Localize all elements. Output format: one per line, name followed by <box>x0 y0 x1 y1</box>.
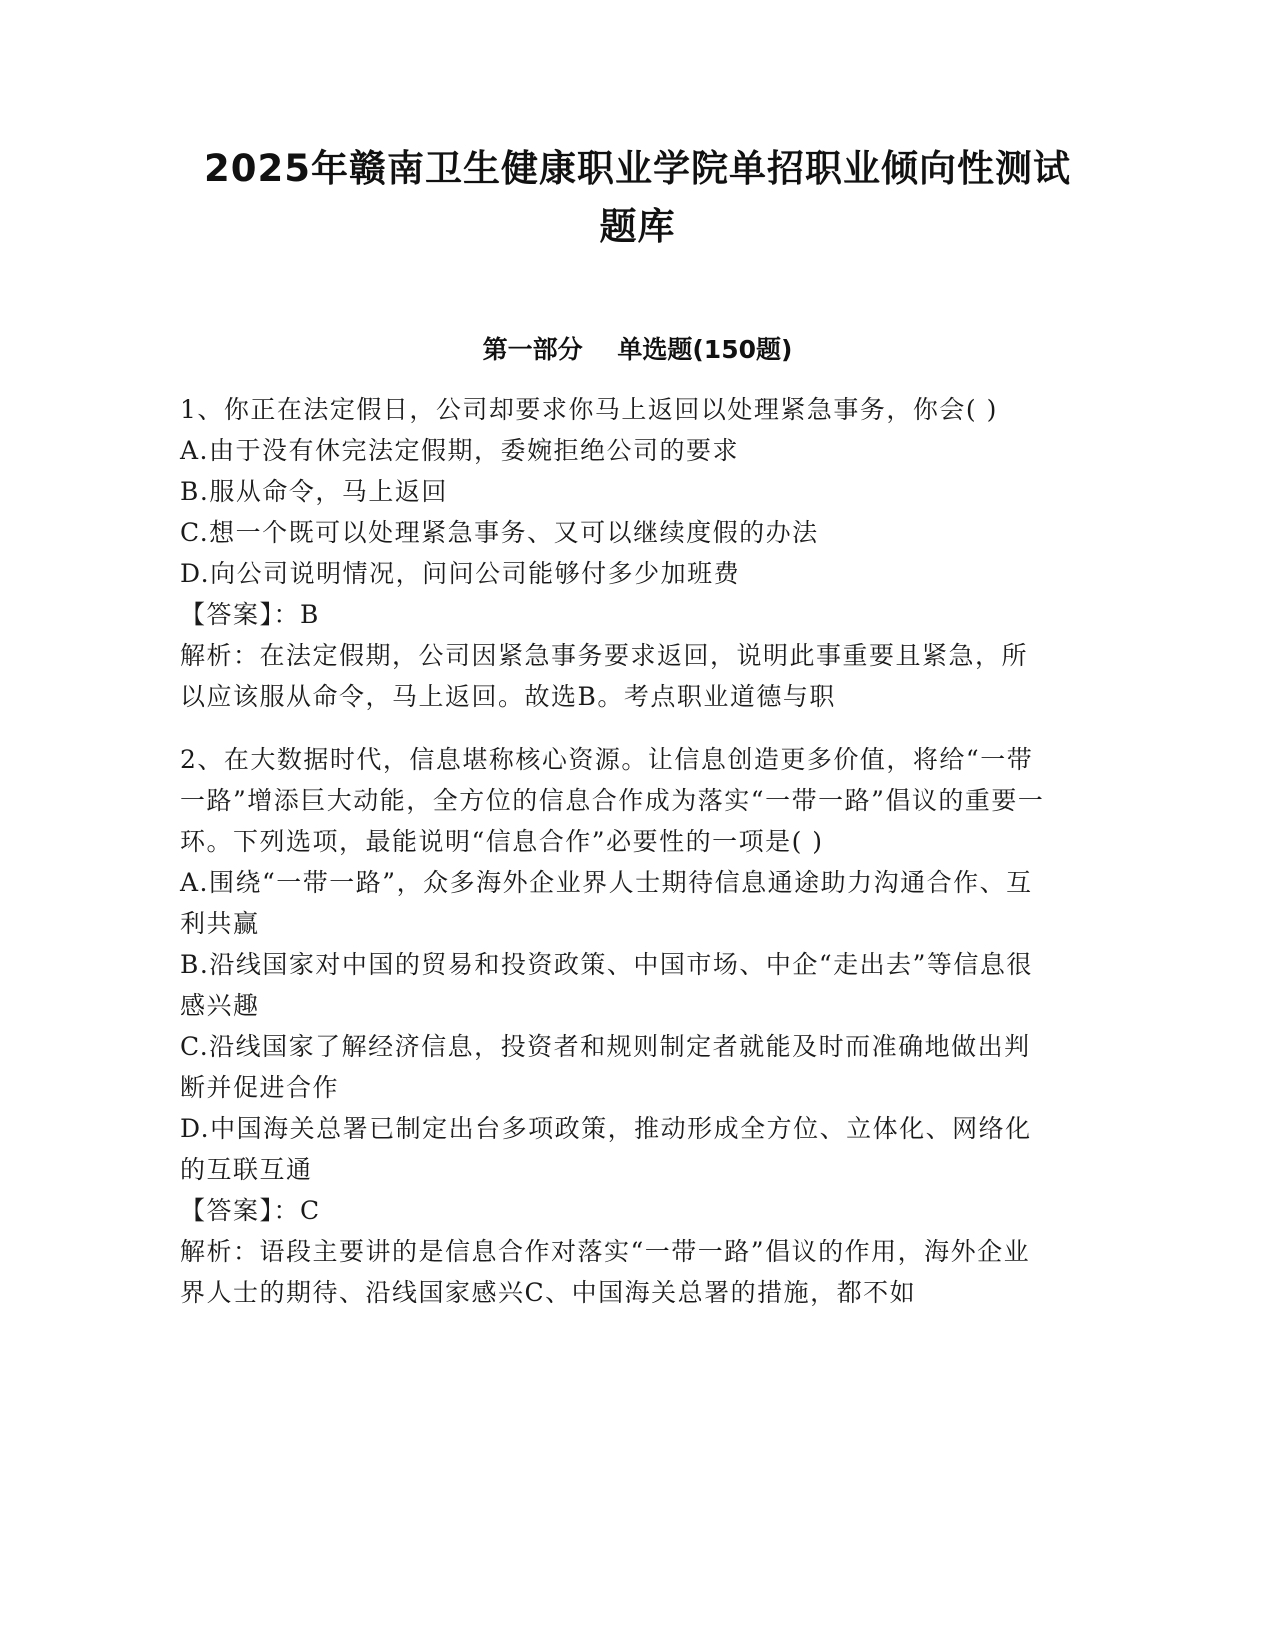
analysis: 解析：在法定假期，公司因紧急事务要求返回，说明此事重要且紧急，所以应该服从命令，马上返回。故选B。考点职业道德与职 <box>180 641 1029 711</box>
document-title: 2025年赣南卫生健康职业学院单招职业倾向性测试题库 <box>204 147 1071 248</box>
answer: 【答案】：B <box>180 600 320 629</box>
option-d: D.向公司说明情况，问问公司能够付多少加班费 <box>180 559 741 588</box>
question-list <box>180 389 1050 1335</box>
option-b: B.沿线国家对中国的贸易和投资政策、中国市场、中企“走出去”等信息很感兴趣 <box>180 950 1033 1020</box>
question-2 <box>180 739 1050 1313</box>
question-1 <box>180 389 1050 717</box>
option-c: C.想一个既可以处理紧急事务、又可以继续度假的办法 <box>180 518 819 547</box>
option-a: A.由于没有休完法定假期，委婉拒绝公司的要求 <box>180 436 740 465</box>
option-c: C.沿线国家了解经济信息，投资者和规则制定者就能及时而准确地做出判断并促进合作 <box>180 1032 1031 1102</box>
answer: 【答案】：C <box>180 1196 321 1225</box>
option-b: B.服从命令，马上返回 <box>180 477 448 506</box>
option-d: D.中国海关总署已制定出台多项政策，推动形成全方位、立体化、网络化的互联互通 <box>180 1114 1032 1184</box>
question-stem: 1、你正在法定假日，公司却要求你马上返回以处理紧急事务，你会( ) <box>180 395 998 424</box>
option-a: A.围绕“一带一路”，众多海外企业界人士期待信息通途助力沟通合作、互利共赢 <box>180 868 1033 938</box>
section-heading: 第一部分 单选题(150题) <box>482 335 793 364</box>
question-stem: 2、在大数据时代，信息堪称核心资源。让信息创造更多价值，将给“一带一路”增添巨大动能，全方位的信息合作成为落实“一带一路”倡议的重要一环。下列选项，最能说明“信息合作”必要性的一项是( ) <box>180 745 1045 856</box>
analysis: 解析：语段主要讲的是信息合作对落实“一带一路”倡议的作用，海外企业界人士的期待、沿线国家感兴C、中国海关总署的措施，都不如 <box>180 1237 1031 1307</box>
